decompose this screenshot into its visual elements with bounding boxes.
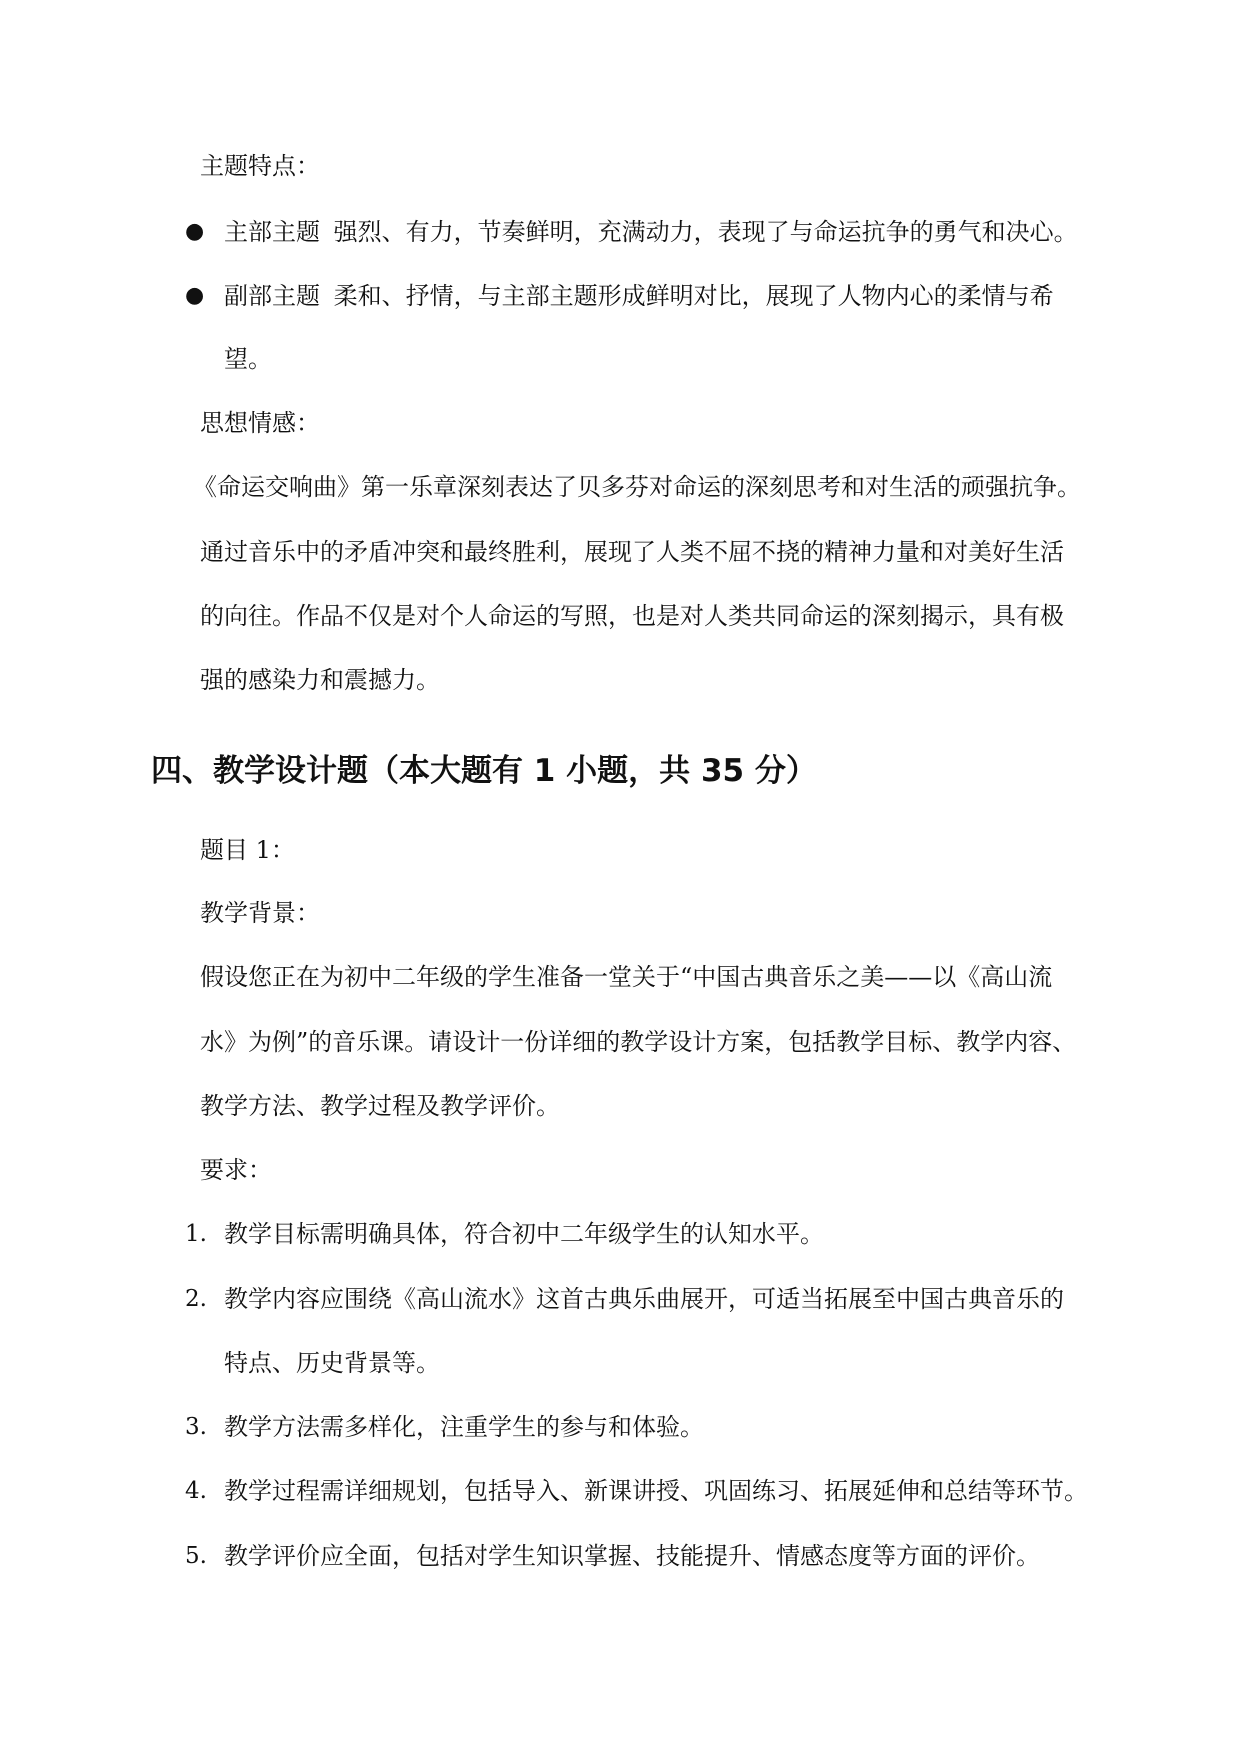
question-label: 题目 1： — [200, 836, 295, 864]
list-number: 5. — [185, 1543, 207, 1569]
paragraph-line: 的向往。作品不仅是对个人命运的写照，也是对人类共同命运的深刻揭示，具有极 — [200, 602, 1064, 630]
list-item-continuation: 特点、历史背景等。 — [224, 1349, 440, 1377]
requirements-label: 要求： — [200, 1156, 272, 1184]
paragraph-line: 《命运交响曲》第一乐章深刻表达了贝多芬对命运的深刻思考和对生活的顽强抗争。 — [193, 473, 1081, 501]
paragraph-line: 水》为例”的音乐课。请设计一份详细的教学设计方案，包括教学目标、教学内容、 — [200, 1028, 1077, 1056]
list-item: 教学评价应全面，包括对学生知识掌握、技能提升、情感态度等方面的评价。 — [224, 1542, 1040, 1570]
list-item: 教学内容应围绕《高山流水》这首古典乐曲展开，可适当拓展至中国古典音乐的 — [224, 1285, 1064, 1313]
bullet-icon: ● — [185, 219, 205, 244]
bullet-item-secondary-theme — [224, 281, 1054, 311]
paragraph-line: 假设您正在为初中二年级的学生准备一堂关于“中国古典音乐之美——以《高山流 — [200, 963, 1053, 991]
bullet-item-main-theme — [224, 217, 1078, 247]
paragraph-line: 强的感染力和震撼力。 — [200, 666, 440, 694]
emotion-label: 思想情感： — [200, 409, 320, 437]
list-number: 1. — [185, 1221, 207, 1247]
list-item: 教学方法需多样化，注重学生的参与和体验。 — [224, 1413, 704, 1441]
list-number: 3. — [185, 1414, 207, 1440]
list-number: 2. — [185, 1286, 207, 1312]
list-number: 4. — [185, 1478, 207, 1504]
bullet-icon: ● — [185, 283, 205, 308]
bullet-text: 柔和、抒情，与主部主题形成鲜明对比，展现了人物内心的柔情与希 — [333, 282, 1054, 310]
bullet-title: 主部主题 — [224, 218, 320, 246]
paragraph-line: 通过音乐中的矛盾冲突和最终胜利，展现了人类不屈不挠的精神力量和对美好生活 — [200, 538, 1064, 566]
paragraph-line: 教学方法、教学过程及教学评价。 — [200, 1092, 560, 1120]
list-item: 教学目标需明确具体，符合初中二年级学生的认知水平。 — [224, 1220, 824, 1248]
background-label: 教学背景： — [200, 899, 320, 927]
section-heading: 四、教学设计题（本大题有 1 小题，共 35 分） — [151, 753, 817, 789]
bullet-text-continuation: 望。 — [224, 345, 272, 373]
bullet-title: 副部主题 — [224, 282, 320, 310]
theme-features-label: 主题特点： — [200, 152, 320, 180]
bullet-text: 强烈、有力，节奏鲜明，充满动力，表现了与命运抗争的勇气和决心。 — [333, 218, 1078, 246]
list-item: 教学过程需详细规划，包括导入、新课讲授、巩固练习、拓展延伸和总结等环节。 — [224, 1477, 1088, 1505]
